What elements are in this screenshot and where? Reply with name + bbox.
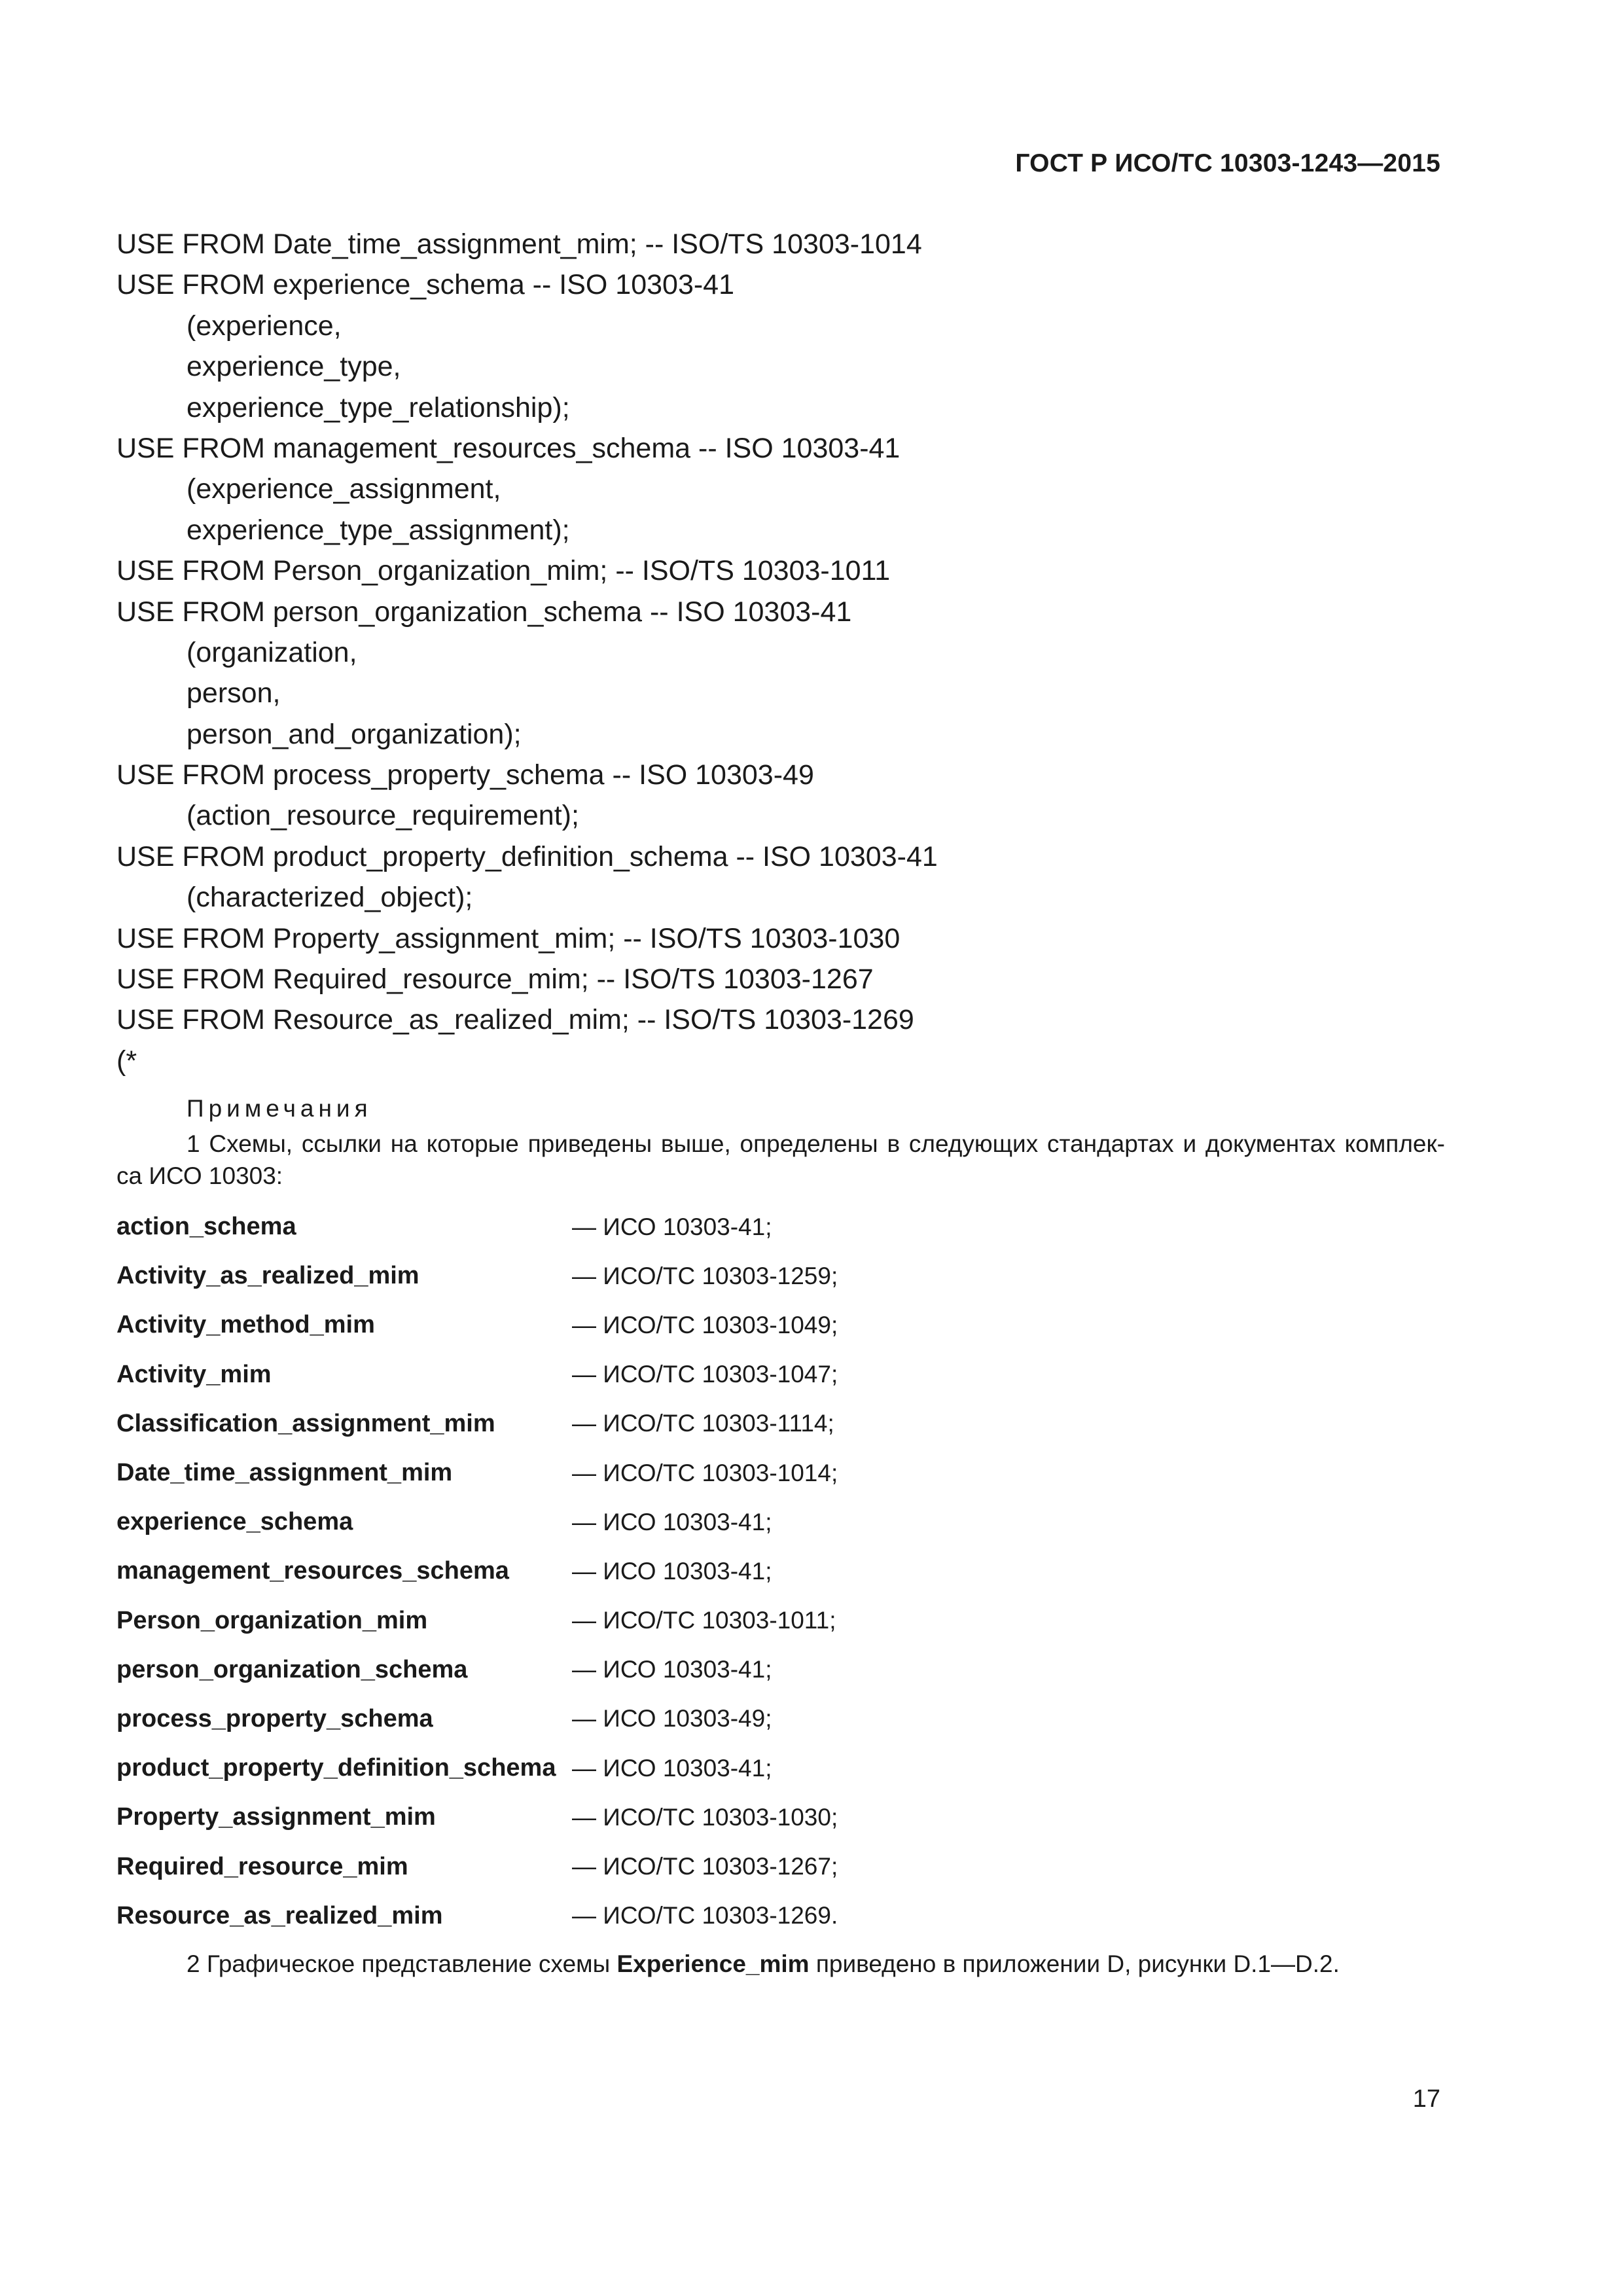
schema-reference-row xyxy=(116,1202,1445,1251)
schema-reference-row xyxy=(116,1399,1445,1448)
code-line: (characterized_object); xyxy=(187,882,473,914)
schema-reference-row xyxy=(116,1596,1445,1645)
standard-reference: — ИСО/ТС 10303-1047; xyxy=(572,1361,838,1388)
code-line: USE FROM person_organization_schema -- ISO 10303-41 xyxy=(116,596,852,628)
notes-section xyxy=(116,1090,1445,1982)
schema-name: Date_time_assignment_mim xyxy=(116,1459,453,1487)
standard-reference: — ИСО/ТС 10303-1269. xyxy=(572,1902,838,1929)
schema-reference-row xyxy=(116,1350,1445,1399)
code-line: person, xyxy=(187,677,281,709)
notes-title: Примечания xyxy=(187,1095,372,1122)
schema-name: process_property_schema xyxy=(116,1704,433,1732)
schema-name: Activity_mim xyxy=(116,1360,272,1388)
schema-reference-row xyxy=(116,1547,1445,1596)
standard-reference: — ИСО/ТС 10303-1049; xyxy=(572,1311,838,1338)
standard-reference: — ИСО 10303-41; xyxy=(572,1557,772,1585)
standard-reference: — ИСО 10303-49; xyxy=(572,1705,772,1732)
code-line: USE FROM Resource_as_realized_mim; -- ISO/TS 10303-1269 xyxy=(116,1004,914,1036)
schema-name: Activity_method_mim xyxy=(116,1311,375,1339)
note-2-schema-name: Experience_mim xyxy=(616,1950,810,1977)
schema-name: management_resources_schema xyxy=(116,1557,509,1585)
code-line: (experience, xyxy=(187,310,342,342)
schema-name: action_schema xyxy=(116,1213,296,1241)
schema-reference-table xyxy=(116,1202,1445,1941)
schema-name: experience_schema xyxy=(116,1508,353,1536)
standard-reference: — ИСО 10303-41; xyxy=(572,1508,772,1535)
schema-reference-row xyxy=(116,1300,1445,1350)
code-line: (organization, xyxy=(187,636,357,668)
schema-reference-row xyxy=(116,1842,1445,1891)
schema-reference-row xyxy=(116,1744,1445,1793)
schema-name: person_organization_schema xyxy=(116,1655,468,1683)
code-listing xyxy=(116,224,1445,1081)
code-line: (* xyxy=(116,1045,137,1077)
schema-name: Classification_assignment_mim xyxy=(116,1409,495,1437)
schema-reference-row xyxy=(116,1793,1445,1842)
standard-reference: — ИСО 10303-41; xyxy=(572,1656,772,1683)
code-line: USE FROM product_property_definition_schema -- ISO 10303-41 xyxy=(116,840,938,872)
schema-name: Required_resource_mim xyxy=(116,1852,408,1880)
standard-reference: — ИСО/ТС 10303-1267; xyxy=(572,1853,838,1880)
schema-name: Person_organization_mim xyxy=(116,1606,428,1634)
schema-reference-row xyxy=(116,1448,1445,1498)
schema-name: Property_assignment_mim xyxy=(116,1803,436,1831)
code-line: USE FROM Person_organization_mim; -- ISO/TS 10303-1011 xyxy=(116,555,891,587)
note-2-suffix: приведено в приложении D, рисунки D.1—D.2. xyxy=(809,1950,1340,1977)
code-line: experience_type, xyxy=(187,351,401,383)
code-line: (experience_assignment, xyxy=(187,473,501,505)
standard-reference: — ИСО/ТС 10303-1259; xyxy=(572,1262,838,1289)
schema-reference-row xyxy=(116,1251,1445,1300)
schema-name: Activity_as_realized_mim xyxy=(116,1262,419,1290)
code-line: person_and_organization); xyxy=(187,718,522,750)
code-line: USE FROM Required_resource_mim; -- ISO/TS 10303-1267 xyxy=(116,963,874,996)
schema-reference-row xyxy=(116,1695,1445,1744)
standard-reference: — ИСО 10303-41; xyxy=(572,1754,772,1782)
schema-reference-row xyxy=(116,1892,1445,1941)
code-line: experience_type_assignment); xyxy=(187,514,570,546)
standard-reference: — ИСО/ТС 10303-1114; xyxy=(572,1410,834,1437)
code-line: USE FROM Date_time_assignment_mim; -- ISO/TS 10303-1014 xyxy=(116,228,922,260)
schema-reference-row xyxy=(116,1645,1445,1695)
schema-name: Resource_as_realized_mim xyxy=(116,1901,443,1929)
schema-name: product_property_definition_schema xyxy=(116,1754,556,1782)
standard-reference: — ИСО/ТС 10303-1011; xyxy=(572,1607,836,1634)
standard-reference: — ИСО/ТС 10303-1030; xyxy=(572,1803,838,1831)
code-line: USE FROM process_property_schema -- ISO 10303-49 xyxy=(116,759,814,791)
standard-reference: — ИСО/ТС 10303-1014; xyxy=(572,1459,838,1486)
code-line: (action_resource_requirement); xyxy=(187,800,579,832)
note-2-prefix: 2 Графическое представление схемы xyxy=(187,1950,617,1977)
code-line: USE FROM Property_assignment_mim; -- ISO/TS 10303-1030 xyxy=(116,922,901,954)
standard-reference: — ИСО 10303-41; xyxy=(572,1213,772,1240)
code-line: experience_type_relationship); xyxy=(187,391,570,423)
code-line: USE FROM experience_schema -- ISO 10303-41 xyxy=(116,269,735,301)
document-header: ГОСТ Р ИСО/ТС 10303-1243—2015 xyxy=(1015,149,1440,177)
note-2 xyxy=(116,1946,1445,1982)
note-1: 1 Схемы, ссылки на которые приведены выше, определены в следующих стандартах и документах комплек- са ИСО 10303: xyxy=(116,1130,1445,1189)
code-line: USE FROM management_resources_schema -- ISO 10303-41 xyxy=(116,432,901,464)
page-number: 17 xyxy=(1412,2085,1440,2113)
schema-reference-row xyxy=(116,1498,1445,1547)
